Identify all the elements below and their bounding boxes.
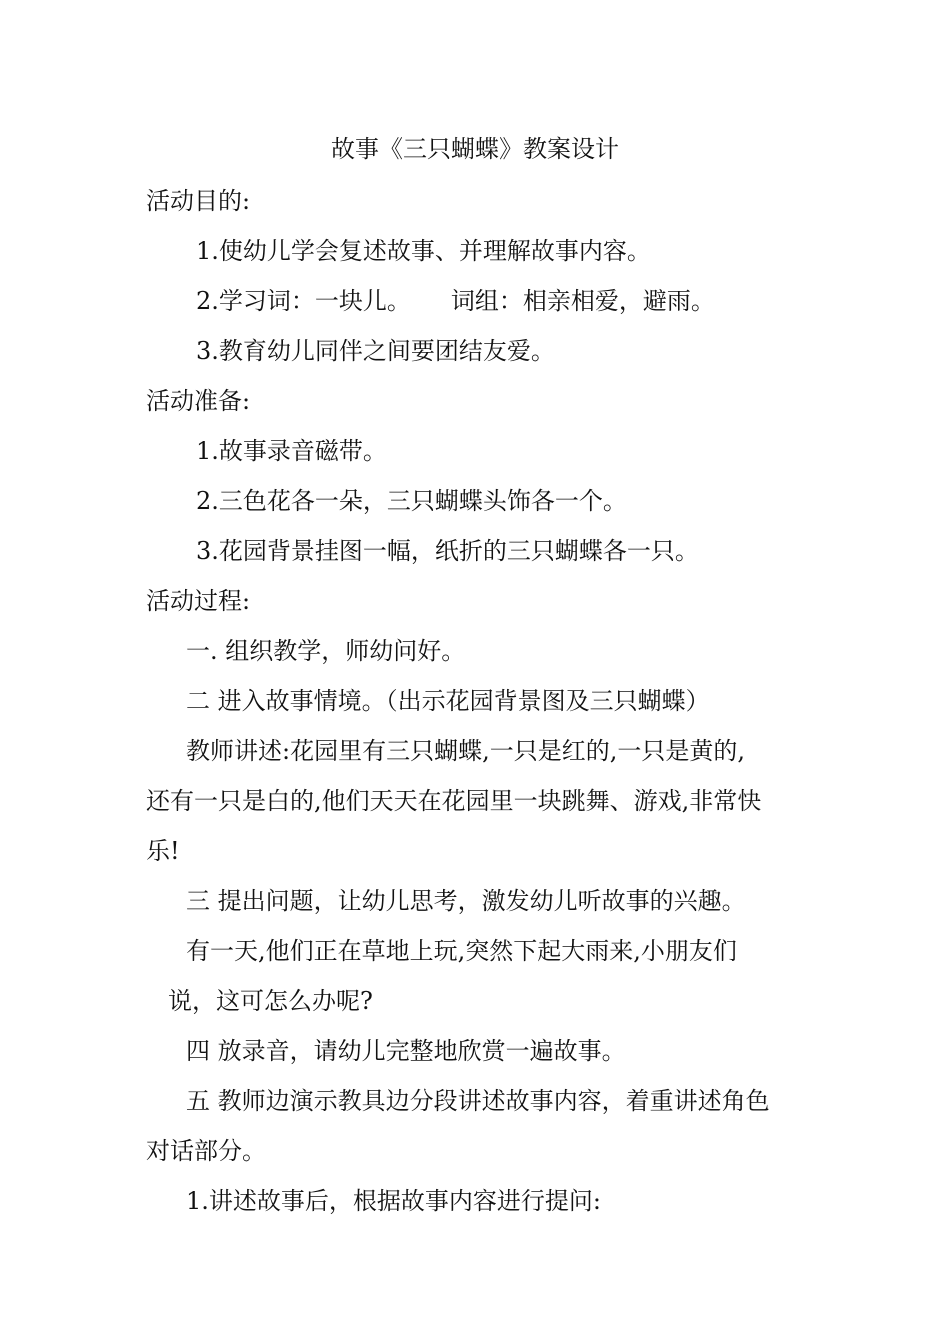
prep-item-2: 2.三色花各一朵，三只蝴蝶头饰各一个。 [196, 487, 627, 515]
goal-heading: 活动目的: [146, 187, 251, 215]
goal-item-2 [196, 286, 715, 316]
narration-line-1: 教师讲述:花园里有三只蝴蝶,一只是红的,一只是黄的, [186, 737, 745, 765]
prep-item-3: 3.花园背景挂图一幅，纸折的三只蝴蝶各一只。 [196, 537, 699, 565]
process-heading: 活动过程: [146, 587, 251, 615]
process-step-4: 四 放录音，请幼儿完整地欣赏一遍故事。 [186, 1037, 626, 1065]
process-step-5-line-1: 五 教师边演示教具边分段讲述故事内容，着重讲述角色 [186, 1087, 770, 1115]
narration-line-3: 乐! [146, 837, 180, 865]
narration-line-2: 还有一只是白的,他们天天在花园里一块跳舞、游戏,非常快 [146, 787, 762, 815]
process-step-3: 三 提出问题，让幼儿思考，激发幼儿听故事的兴趣。 [186, 887, 746, 915]
goal-item-2-text: 2.学习词：一块儿。 [196, 287, 411, 315]
process-step-2: 二 进入故事情境。（出示花园背景图及三只蝴蝶） [186, 687, 710, 715]
document-title: 故事《三只蝴蝶》教案设计 [331, 135, 619, 163]
question-line-1: 有一天,他们正在草地上玩,突然下起大雨来,小朋友们 [186, 937, 737, 965]
process-step-1: 一. 组织教学，师幼问好。 [186, 637, 466, 665]
goal-item-2-phrases: 词组：相亲相爱，避雨。 [450, 287, 715, 315]
process-step-5-line-2: 对话部分。 [146, 1137, 266, 1165]
prep-item-1: 1.故事录音磁带。 [196, 437, 387, 465]
question-line-2: 说，这可怎么办呢? [168, 987, 373, 1015]
goal-item-3: 3.教育幼儿同伴之间要团结友爱。 [196, 337, 555, 365]
prep-heading: 活动准备: [146, 387, 251, 415]
process-substep-1: 1.讲述故事后，根据故事内容进行提问: [186, 1187, 601, 1215]
goal-item-1: 1.使幼儿学会复述故事、并理解故事内容。 [196, 237, 651, 265]
